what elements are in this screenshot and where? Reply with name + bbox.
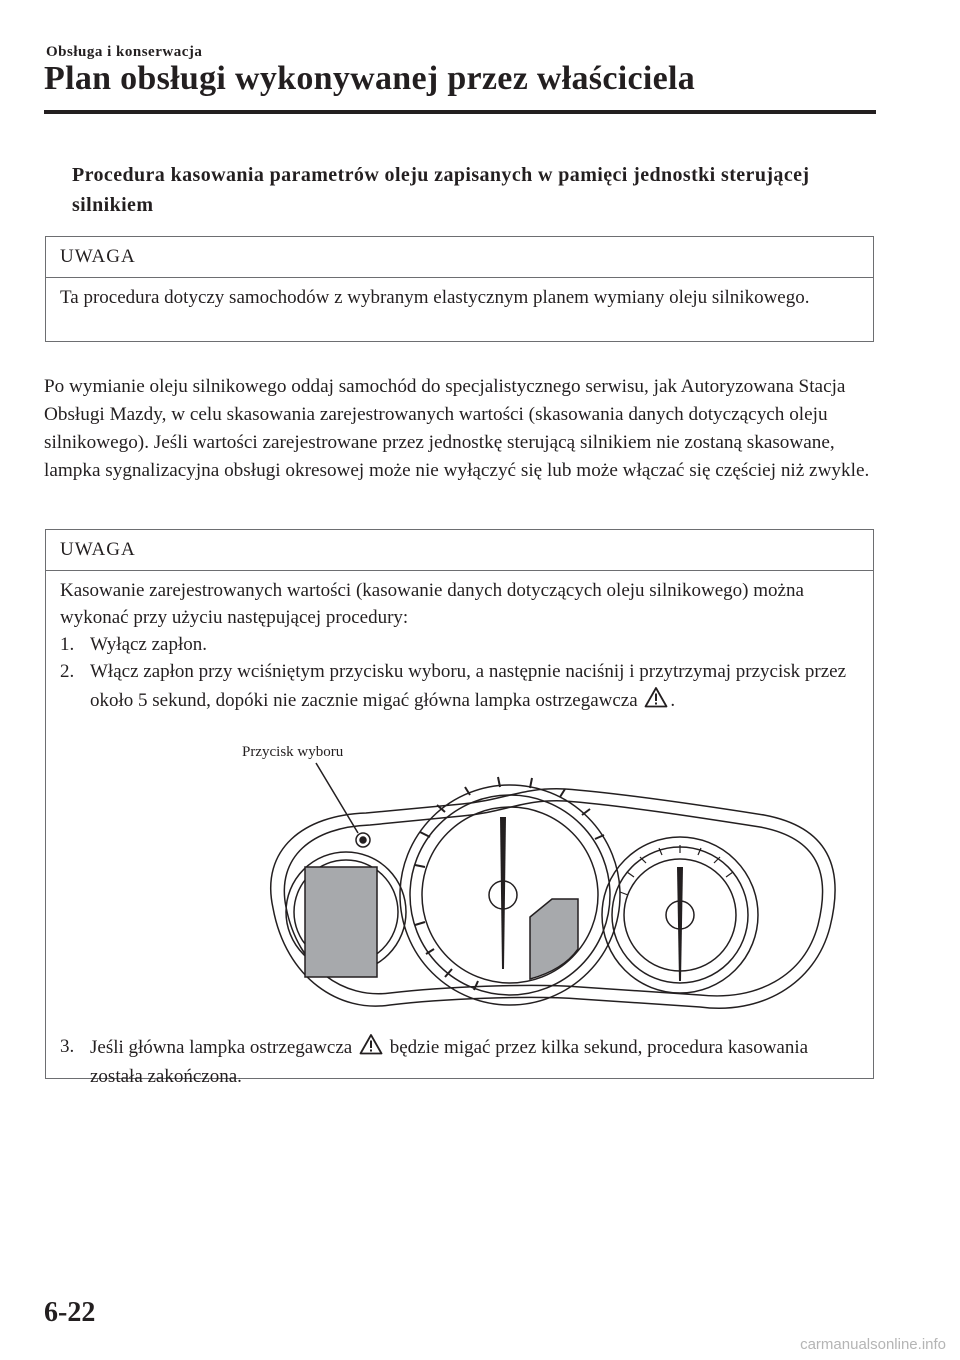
body-paragraph: Po wymianie oleju silnikowego oddaj samochód do specjalistycznego serwisu, jak Autoryzowana Stacja Obsługi Mazdy, w celu skasowania zarejestrowanych wartości (skasowania danych dotyczących oleju silnikowego). Jeśli wartości zarejestrowane przez jednostkę sterującą silnikiem nie zostaną skasowane, lampka sygnalizacyjna obsługi okresowej może nie wyłączyć się lub może włączać się częściej niż zwykle. [44,376,870,481]
page-title: Plan obsługi wykonywanej przez właściciela [44,60,696,97]
instrument-cluster-illustration [60,717,860,1033]
warning-triangle-icon [359,1033,383,1063]
select-button-callout: Przycisk wyboru [242,744,344,760]
step-number: 2. [60,661,75,682]
step-1 [60,631,859,658]
step-number: 3. [60,1036,75,1057]
note-label: UWAGA [46,530,873,571]
note-box-1 [45,236,874,342]
step-3 [60,1033,859,1090]
step-text-before: Jeśli główna lampka ostrzegawcza [90,1037,353,1058]
step-text: Wyłącz zapłon. [90,634,208,655]
step-number: 1. [60,634,75,655]
warning-triangle-icon [644,686,668,717]
step-suffix: . [670,690,676,711]
watermark: carmanualsonline.info [800,1336,946,1353]
note-box-2 [45,529,874,1087]
note-text: Ta procedura dotyczy samochodów z wybranym elastycznym planem wymiany oleju silnikowego. [60,287,810,308]
subheading: Procedura kasowania parametrów oleju zapisanych w pamięci jednostki sterującej silnikiem [72,164,810,216]
note-intro: Kasowanie zarejestrowanych wartości (kasowanie danych dotyczących oleju silnikowego) można wykonać przy użyciu następującej procedury: [60,580,804,628]
page-number: 6-22 [44,1297,96,1328]
note-label: UWAGA [46,237,873,278]
step-text: Włącz zapłon przy wciśniętym przycisku wyboru, a następnie naciśnij i przytrzymaj przycisk przez około 5 sekund, dopóki nie zacznie migać główna lampka ostrzegawcza [90,661,847,711]
note-body [46,571,873,1090]
title-rule [44,110,876,114]
step-2 [60,658,859,717]
step-text-after: będzie migać przez kilka sekund, procedura kasowania została zakończona. [90,1037,809,1087]
section-label: Obsługa i konserwacja [46,44,203,60]
instrument-cluster-figure [60,717,859,1033]
